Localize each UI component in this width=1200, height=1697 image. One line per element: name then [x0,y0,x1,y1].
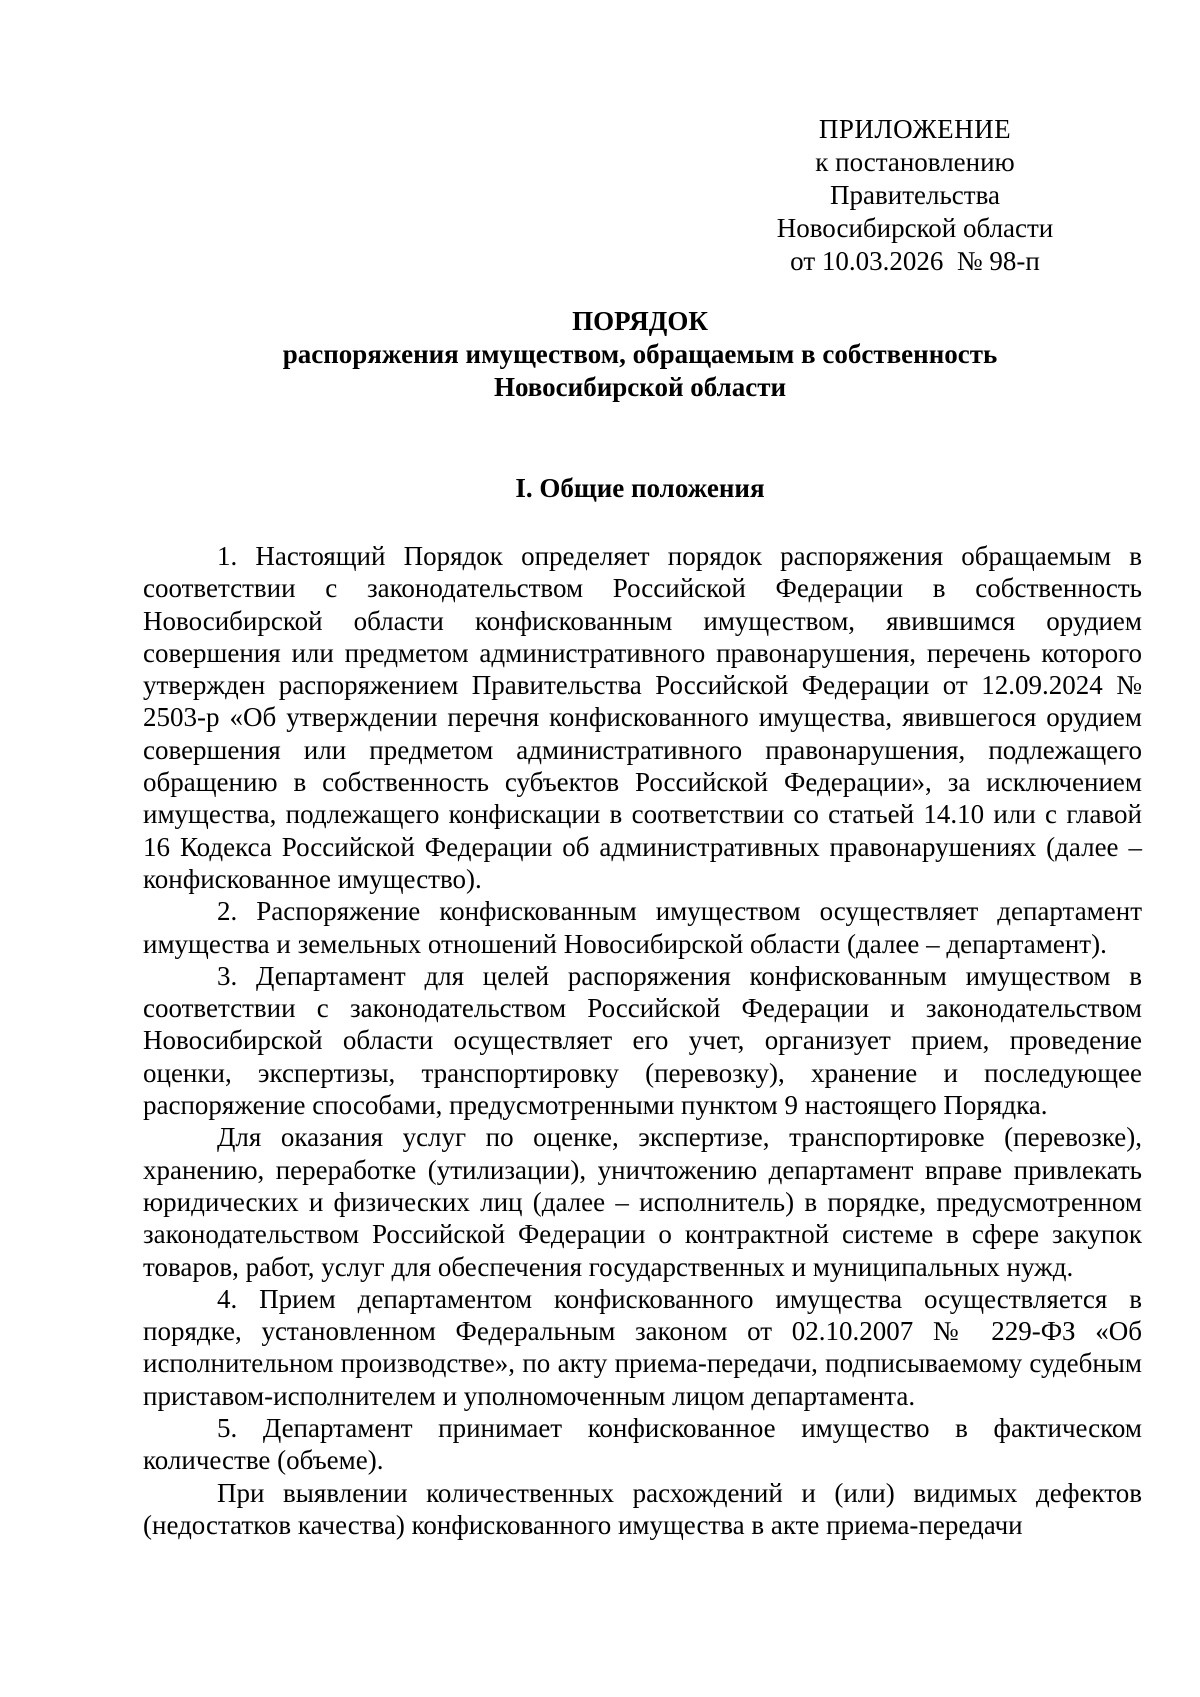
annex-region: Новосибирской области [776,213,1054,243]
annex-label: ПРИЛОЖЕНИЕ [818,114,1012,144]
paragraph-3-continued: Для оказания услуг по оценке, экспертизе, транспортировке (перевозке), хранению, переработке (утилизации), уничтожению департамент вправе привлекать юридических и физических лиц (далее – исполнитель) в порядке, предусмотренном законодательством Российской Федерации о контрактной системе в сфере закупок товаров, работ, услуг для обеспечения государственных и муниципальных нужд. [143,1122,1142,1282]
document-title [140,305,1140,404]
paragraph-1: 1. Настоящий Порядок определяет порядок распоряжения обращаемым в соответствии с законодательством Российской Федерации в собственность Новосибирской области конфискованным имуществом, явившимся орудием совершения или предметом административного правонарушения, перечень которого утвержден распоряжением Правительства Российской Федерации от 12.09.2024 № 2503-р «Об утверждении перечня конфискованного имущества, явившегося орудием совершения или предметом административного правонарушения, подлежащего обращению в собственность субъектов Российской Федерации», за исключением имущества, подлежащего конфискации в соответствии со статьей 14.10 или с главой 16 Кодекса Российской Федерации об административных правонарушениях (далее – конфискованное имущество). [143,541,1142,894]
annex-header [740,113,1090,278]
title-line-1: ПОРЯДОК [572,306,708,336]
paragraph-2: 2. Распоряжение конфискованным имуществом осуществляет департамент имущества и земельных отношений Новосибирской области (далее – департамент). [143,896,1142,959]
annex-date-number: от 10.03.2026 № 98-п [790,246,1040,276]
paragraph-5-continued: При выявлении количественных расхождений и (или) видимых дефектов (недостатков качества) конфискованного имущества в акте приема-передачи [143,1477,1142,1540]
section-heading: I. Общие положения [515,473,765,503]
paragraph-4: 4. Прием департаментом конфискованного имущества осуществляется в порядке, установленном Федеральным законом от 02.10.2007 № 229-ФЗ «Об исполнительном производстве», по акту приема-передачи, подписываемому судебным приставом-исполнителем и уполномоченным лицом департамента. [143,1283,1142,1411]
paragraph-3: 3. Департамент для целей распоряжения конфискованным имуществом в соответствии с законодательством Российской Федерации и законодательством Новосибирской области осуществляет его учет, организует прием, проведение оценки, экспертизы, транспортировку (перевозку), хранение и последующее распоряжение способами, предусмотренными пунктом 9 настоящего Порядка. [143,960,1142,1121]
annex-decree-ref: к постановлению Правительства [815,147,1015,210]
paragraph-5: 5. Департамент принимает конфискованное имущество в фактическом количестве (объеме). [143,1413,1142,1476]
title-line-2: распоряжения имуществом, обращаемым в собственность [282,339,998,369]
document-body [143,540,1142,1541]
title-line-3: Новосибирской области [493,372,787,402]
